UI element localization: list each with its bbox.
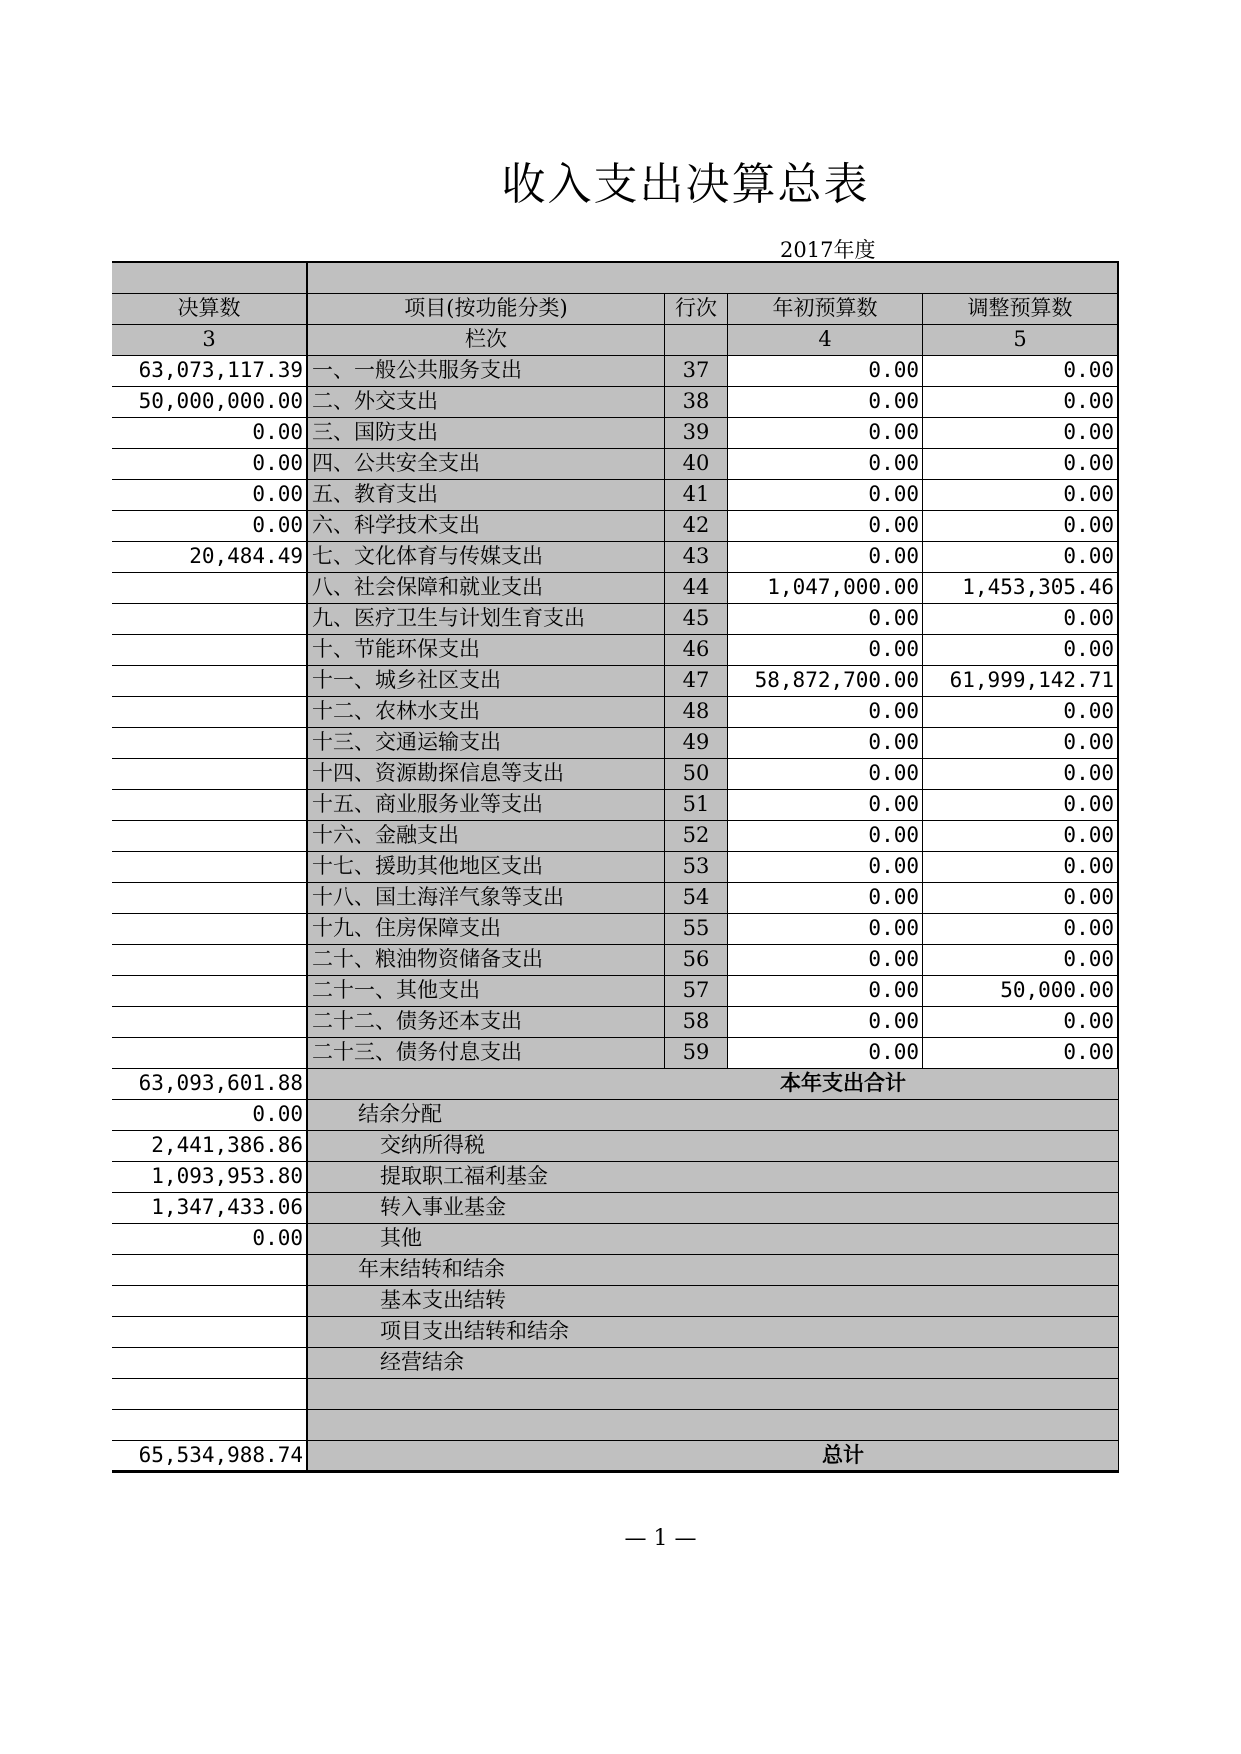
item-name: 二、外交支出 bbox=[308, 387, 665, 418]
summary-label bbox=[308, 1379, 1119, 1410]
summary-row bbox=[112, 1162, 1119, 1193]
actual-amount bbox=[112, 852, 308, 883]
adjusted-budget: 0.00 bbox=[923, 852, 1119, 883]
line-number: 58 bbox=[665, 1007, 728, 1038]
table-bottom-rule bbox=[112, 1470, 1119, 1473]
table-row bbox=[112, 697, 1119, 728]
adjusted-budget: 0.00 bbox=[923, 883, 1119, 914]
summary-row bbox=[112, 1224, 1119, 1255]
item-name: 十六、金融支出 bbox=[308, 821, 665, 852]
actual-amount: 2,441,386.86 bbox=[112, 1131, 308, 1162]
summary-row bbox=[112, 1131, 1119, 1162]
actual-amount: 50,000,000.00 bbox=[112, 387, 308, 418]
adjusted-budget: 61,999,142.71 bbox=[923, 666, 1119, 697]
table-row bbox=[112, 635, 1119, 666]
actual-amount bbox=[112, 790, 308, 821]
actual-amount: 0.00 bbox=[112, 449, 308, 480]
table-header-row bbox=[112, 294, 1119, 325]
adjusted-budget: 0.00 bbox=[923, 1007, 1119, 1038]
line-number: 48 bbox=[665, 697, 728, 728]
adjusted-budget: 0.00 bbox=[923, 449, 1119, 480]
actual-amount bbox=[112, 945, 308, 976]
table-row bbox=[112, 759, 1119, 790]
table-row bbox=[112, 976, 1119, 1007]
initial-budget: 0.00 bbox=[728, 976, 923, 1007]
adjusted-budget: 0.00 bbox=[923, 387, 1119, 418]
adjusted-budget: 0.00 bbox=[923, 511, 1119, 542]
summary-label: 总计 bbox=[308, 1441, 1119, 1472]
code-item: 栏次 bbox=[308, 325, 665, 356]
line-number: 55 bbox=[665, 914, 728, 945]
initial-budget: 0.00 bbox=[728, 852, 923, 883]
summary-label: 其他 bbox=[308, 1224, 1119, 1255]
item-name: 十二、农林水支出 bbox=[308, 697, 665, 728]
page-number: — 1 — bbox=[624, 1526, 697, 1551]
initial-budget: 0.00 bbox=[728, 945, 923, 976]
summary-row bbox=[112, 1348, 1119, 1379]
table-row bbox=[112, 852, 1119, 883]
actual-amount bbox=[112, 883, 308, 914]
blank-cell bbox=[112, 263, 308, 294]
code-initial-budget: 4 bbox=[728, 325, 923, 356]
line-number: 44 bbox=[665, 573, 728, 604]
item-name: 十五、商业服务业等支出 bbox=[308, 790, 665, 821]
item-name: 十八、国土海洋气象等支出 bbox=[308, 883, 665, 914]
actual-amount: 0.00 bbox=[112, 480, 308, 511]
initial-budget: 0.00 bbox=[728, 635, 923, 666]
initial-budget: 0.00 bbox=[728, 821, 923, 852]
line-number: 51 bbox=[665, 790, 728, 821]
actual-amount bbox=[112, 604, 308, 635]
header-actual: 决算数 bbox=[112, 294, 308, 325]
table-row bbox=[112, 480, 1119, 511]
table-row bbox=[112, 666, 1119, 697]
table-row bbox=[112, 542, 1119, 573]
adjusted-budget: 0.00 bbox=[923, 945, 1119, 976]
table-row bbox=[112, 883, 1119, 914]
adjusted-budget: 0.00 bbox=[923, 790, 1119, 821]
initial-budget: 58,872,700.00 bbox=[728, 666, 923, 697]
initial-budget: 0.00 bbox=[728, 1038, 923, 1069]
adjusted-budget: 0.00 bbox=[923, 542, 1119, 573]
adjusted-budget: 0.00 bbox=[923, 821, 1119, 852]
adjusted-budget: 1,453,305.46 bbox=[923, 573, 1119, 604]
summary-row bbox=[112, 1069, 1119, 1100]
summary-row bbox=[112, 1410, 1119, 1441]
initial-budget: 0.00 bbox=[728, 511, 923, 542]
initial-budget: 0.00 bbox=[728, 387, 923, 418]
actual-amount bbox=[112, 697, 308, 728]
actual-amount bbox=[112, 635, 308, 666]
initial-budget: 1,047,000.00 bbox=[728, 573, 923, 604]
actual-amount bbox=[112, 573, 308, 604]
line-number: 56 bbox=[665, 945, 728, 976]
table-row bbox=[112, 604, 1119, 635]
summary-row bbox=[112, 1286, 1119, 1317]
actual-amount: 0.00 bbox=[112, 1100, 308, 1131]
line-number: 50 bbox=[665, 759, 728, 790]
actual-amount bbox=[112, 1348, 308, 1379]
item-name: 七、文化体育与传媒支出 bbox=[308, 542, 665, 573]
adjusted-budget: 0.00 bbox=[923, 356, 1119, 387]
item-name: 一、一般公共服务支出 bbox=[308, 356, 665, 387]
table-row bbox=[112, 511, 1119, 542]
table-row bbox=[112, 790, 1119, 821]
actual-amount: 0.00 bbox=[112, 511, 308, 542]
report-year: 2017年度 bbox=[780, 238, 876, 262]
summary-label: 项目支出结转和结余 bbox=[308, 1317, 1119, 1348]
line-number: 37 bbox=[665, 356, 728, 387]
actual-amount: 63,073,117.39 bbox=[112, 356, 308, 387]
actual-amount bbox=[112, 1038, 308, 1069]
adjusted-budget: 0.00 bbox=[923, 759, 1119, 790]
line-number: 53 bbox=[665, 852, 728, 883]
actual-amount: 1,347,433.06 bbox=[112, 1193, 308, 1224]
summary-row bbox=[112, 1317, 1119, 1348]
summary-row bbox=[112, 1441, 1119, 1472]
budget-table bbox=[112, 261, 1119, 1472]
header-adjusted-budget: 调整预算数 bbox=[923, 294, 1119, 325]
adjusted-budget: 0.00 bbox=[923, 728, 1119, 759]
adjusted-budget: 0.00 bbox=[923, 604, 1119, 635]
actual-amount bbox=[112, 666, 308, 697]
adjusted-budget: 50,000.00 bbox=[923, 976, 1119, 1007]
actual-amount: 0.00 bbox=[112, 418, 308, 449]
summary-label: 转入事业基金 bbox=[308, 1193, 1119, 1224]
adjusted-budget: 0.00 bbox=[923, 1038, 1119, 1069]
code-line-no bbox=[665, 325, 728, 356]
initial-budget: 0.00 bbox=[728, 759, 923, 790]
item-name: 十一、城乡社区支出 bbox=[308, 666, 665, 697]
initial-budget: 0.00 bbox=[728, 697, 923, 728]
actual-amount: 20,484.49 bbox=[112, 542, 308, 573]
item-name: 四、公共安全支出 bbox=[308, 449, 665, 480]
line-number: 54 bbox=[665, 883, 728, 914]
summary-label: 本年支出合计 bbox=[308, 1069, 1119, 1100]
line-number: 39 bbox=[665, 418, 728, 449]
adjusted-budget: 0.00 bbox=[923, 418, 1119, 449]
table-row bbox=[112, 821, 1119, 852]
initial-budget: 0.00 bbox=[728, 914, 923, 945]
actual-amount: 1,093,953.80 bbox=[112, 1162, 308, 1193]
summary-label: 年末结转和结余 bbox=[308, 1255, 1119, 1286]
item-name: 二十三、债务付息支出 bbox=[308, 1038, 665, 1069]
header-initial-budget: 年初预算数 bbox=[728, 294, 923, 325]
line-number: 45 bbox=[665, 604, 728, 635]
actual-amount bbox=[112, 976, 308, 1007]
actual-amount bbox=[112, 1379, 308, 1410]
item-name: 二十一、其他支出 bbox=[308, 976, 665, 1007]
line-number: 49 bbox=[665, 728, 728, 759]
actual-amount: 0.00 bbox=[112, 1224, 308, 1255]
actual-amount: 63,093,601.88 bbox=[112, 1069, 308, 1100]
summary-label: 交纳所得税 bbox=[308, 1131, 1119, 1162]
initial-budget: 0.00 bbox=[728, 418, 923, 449]
line-number: 43 bbox=[665, 542, 728, 573]
column-code-row bbox=[112, 325, 1119, 356]
item-name: 六、科学技术支出 bbox=[308, 511, 665, 542]
blank-cell bbox=[308, 263, 1119, 294]
initial-budget: 0.00 bbox=[728, 449, 923, 480]
line-number: 52 bbox=[665, 821, 728, 852]
line-number: 59 bbox=[665, 1038, 728, 1069]
table-row bbox=[112, 418, 1119, 449]
line-number: 47 bbox=[665, 666, 728, 697]
item-name: 三、国防支出 bbox=[308, 418, 665, 449]
summary-rows bbox=[112, 1069, 1119, 1472]
header-line-no: 行次 bbox=[665, 294, 728, 325]
item-name: 十四、资源勘探信息等支出 bbox=[308, 759, 665, 790]
item-name: 九、医疗卫生与计划生育支出 bbox=[308, 604, 665, 635]
initial-budget: 0.00 bbox=[728, 604, 923, 635]
summary-label: 基本支出结转 bbox=[308, 1286, 1119, 1317]
adjusted-budget: 0.00 bbox=[923, 635, 1119, 666]
actual-amount bbox=[112, 821, 308, 852]
adjusted-budget: 0.00 bbox=[923, 480, 1119, 511]
item-name: 十七、援助其他地区支出 bbox=[308, 852, 665, 883]
summary-label: 经营结余 bbox=[308, 1348, 1119, 1379]
adjusted-budget: 0.00 bbox=[923, 697, 1119, 728]
actual-amount bbox=[112, 728, 308, 759]
initial-budget: 0.00 bbox=[728, 356, 923, 387]
summary-label: 提取职工福利基金 bbox=[308, 1162, 1119, 1193]
table-row bbox=[112, 945, 1119, 976]
table-row bbox=[112, 573, 1119, 604]
actual-amount bbox=[112, 1255, 308, 1286]
line-number: 42 bbox=[665, 511, 728, 542]
line-number: 38 bbox=[665, 387, 728, 418]
table-row bbox=[112, 356, 1119, 387]
actual-amount bbox=[112, 759, 308, 790]
actual-amount bbox=[112, 1286, 308, 1317]
item-name: 二十、粮油物资储备支出 bbox=[308, 945, 665, 976]
initial-budget: 0.00 bbox=[728, 1007, 923, 1038]
table-row bbox=[112, 1038, 1119, 1069]
actual-amount bbox=[112, 1007, 308, 1038]
item-name: 五、教育支出 bbox=[308, 480, 665, 511]
page-title: 收入支出决算总表 bbox=[501, 159, 870, 210]
summary-row bbox=[112, 1193, 1119, 1224]
line-number: 40 bbox=[665, 449, 728, 480]
initial-budget: 0.00 bbox=[728, 790, 923, 821]
table-row bbox=[112, 1007, 1119, 1038]
summary-label: 结余分配 bbox=[308, 1100, 1119, 1131]
initial-budget: 0.00 bbox=[728, 883, 923, 914]
initial-budget: 0.00 bbox=[728, 728, 923, 759]
item-name: 二十二、债务还本支出 bbox=[308, 1007, 665, 1038]
summary-row bbox=[112, 1255, 1119, 1286]
actual-amount: 65,534,988.74 bbox=[112, 1441, 308, 1472]
item-name: 十三、交通运输支出 bbox=[308, 728, 665, 759]
summary-row bbox=[112, 1100, 1119, 1131]
actual-amount bbox=[112, 1410, 308, 1441]
code-actual: 3 bbox=[112, 325, 308, 356]
code-adjusted-budget: 5 bbox=[923, 325, 1119, 356]
initial-budget: 0.00 bbox=[728, 542, 923, 573]
line-number: 41 bbox=[665, 480, 728, 511]
table-row bbox=[112, 728, 1119, 759]
line-number: 46 bbox=[665, 635, 728, 666]
expense-rows bbox=[112, 356, 1119, 1069]
item-name: 十、节能环保支出 bbox=[308, 635, 665, 666]
header-item: 项目(按功能分类) bbox=[308, 294, 665, 325]
line-number: 57 bbox=[665, 976, 728, 1007]
initial-budget: 0.00 bbox=[728, 480, 923, 511]
actual-amount bbox=[112, 1317, 308, 1348]
item-name: 十九、住房保障支出 bbox=[308, 914, 665, 945]
actual-amount bbox=[112, 914, 308, 945]
table-row bbox=[112, 449, 1119, 480]
table-top-blank-row bbox=[112, 261, 1119, 294]
summary-label bbox=[308, 1410, 1119, 1441]
summary-row bbox=[112, 1379, 1119, 1410]
item-name: 八、社会保障和就业支出 bbox=[308, 573, 665, 604]
table-row bbox=[112, 914, 1119, 945]
adjusted-budget: 0.00 bbox=[923, 914, 1119, 945]
table-row bbox=[112, 387, 1119, 418]
